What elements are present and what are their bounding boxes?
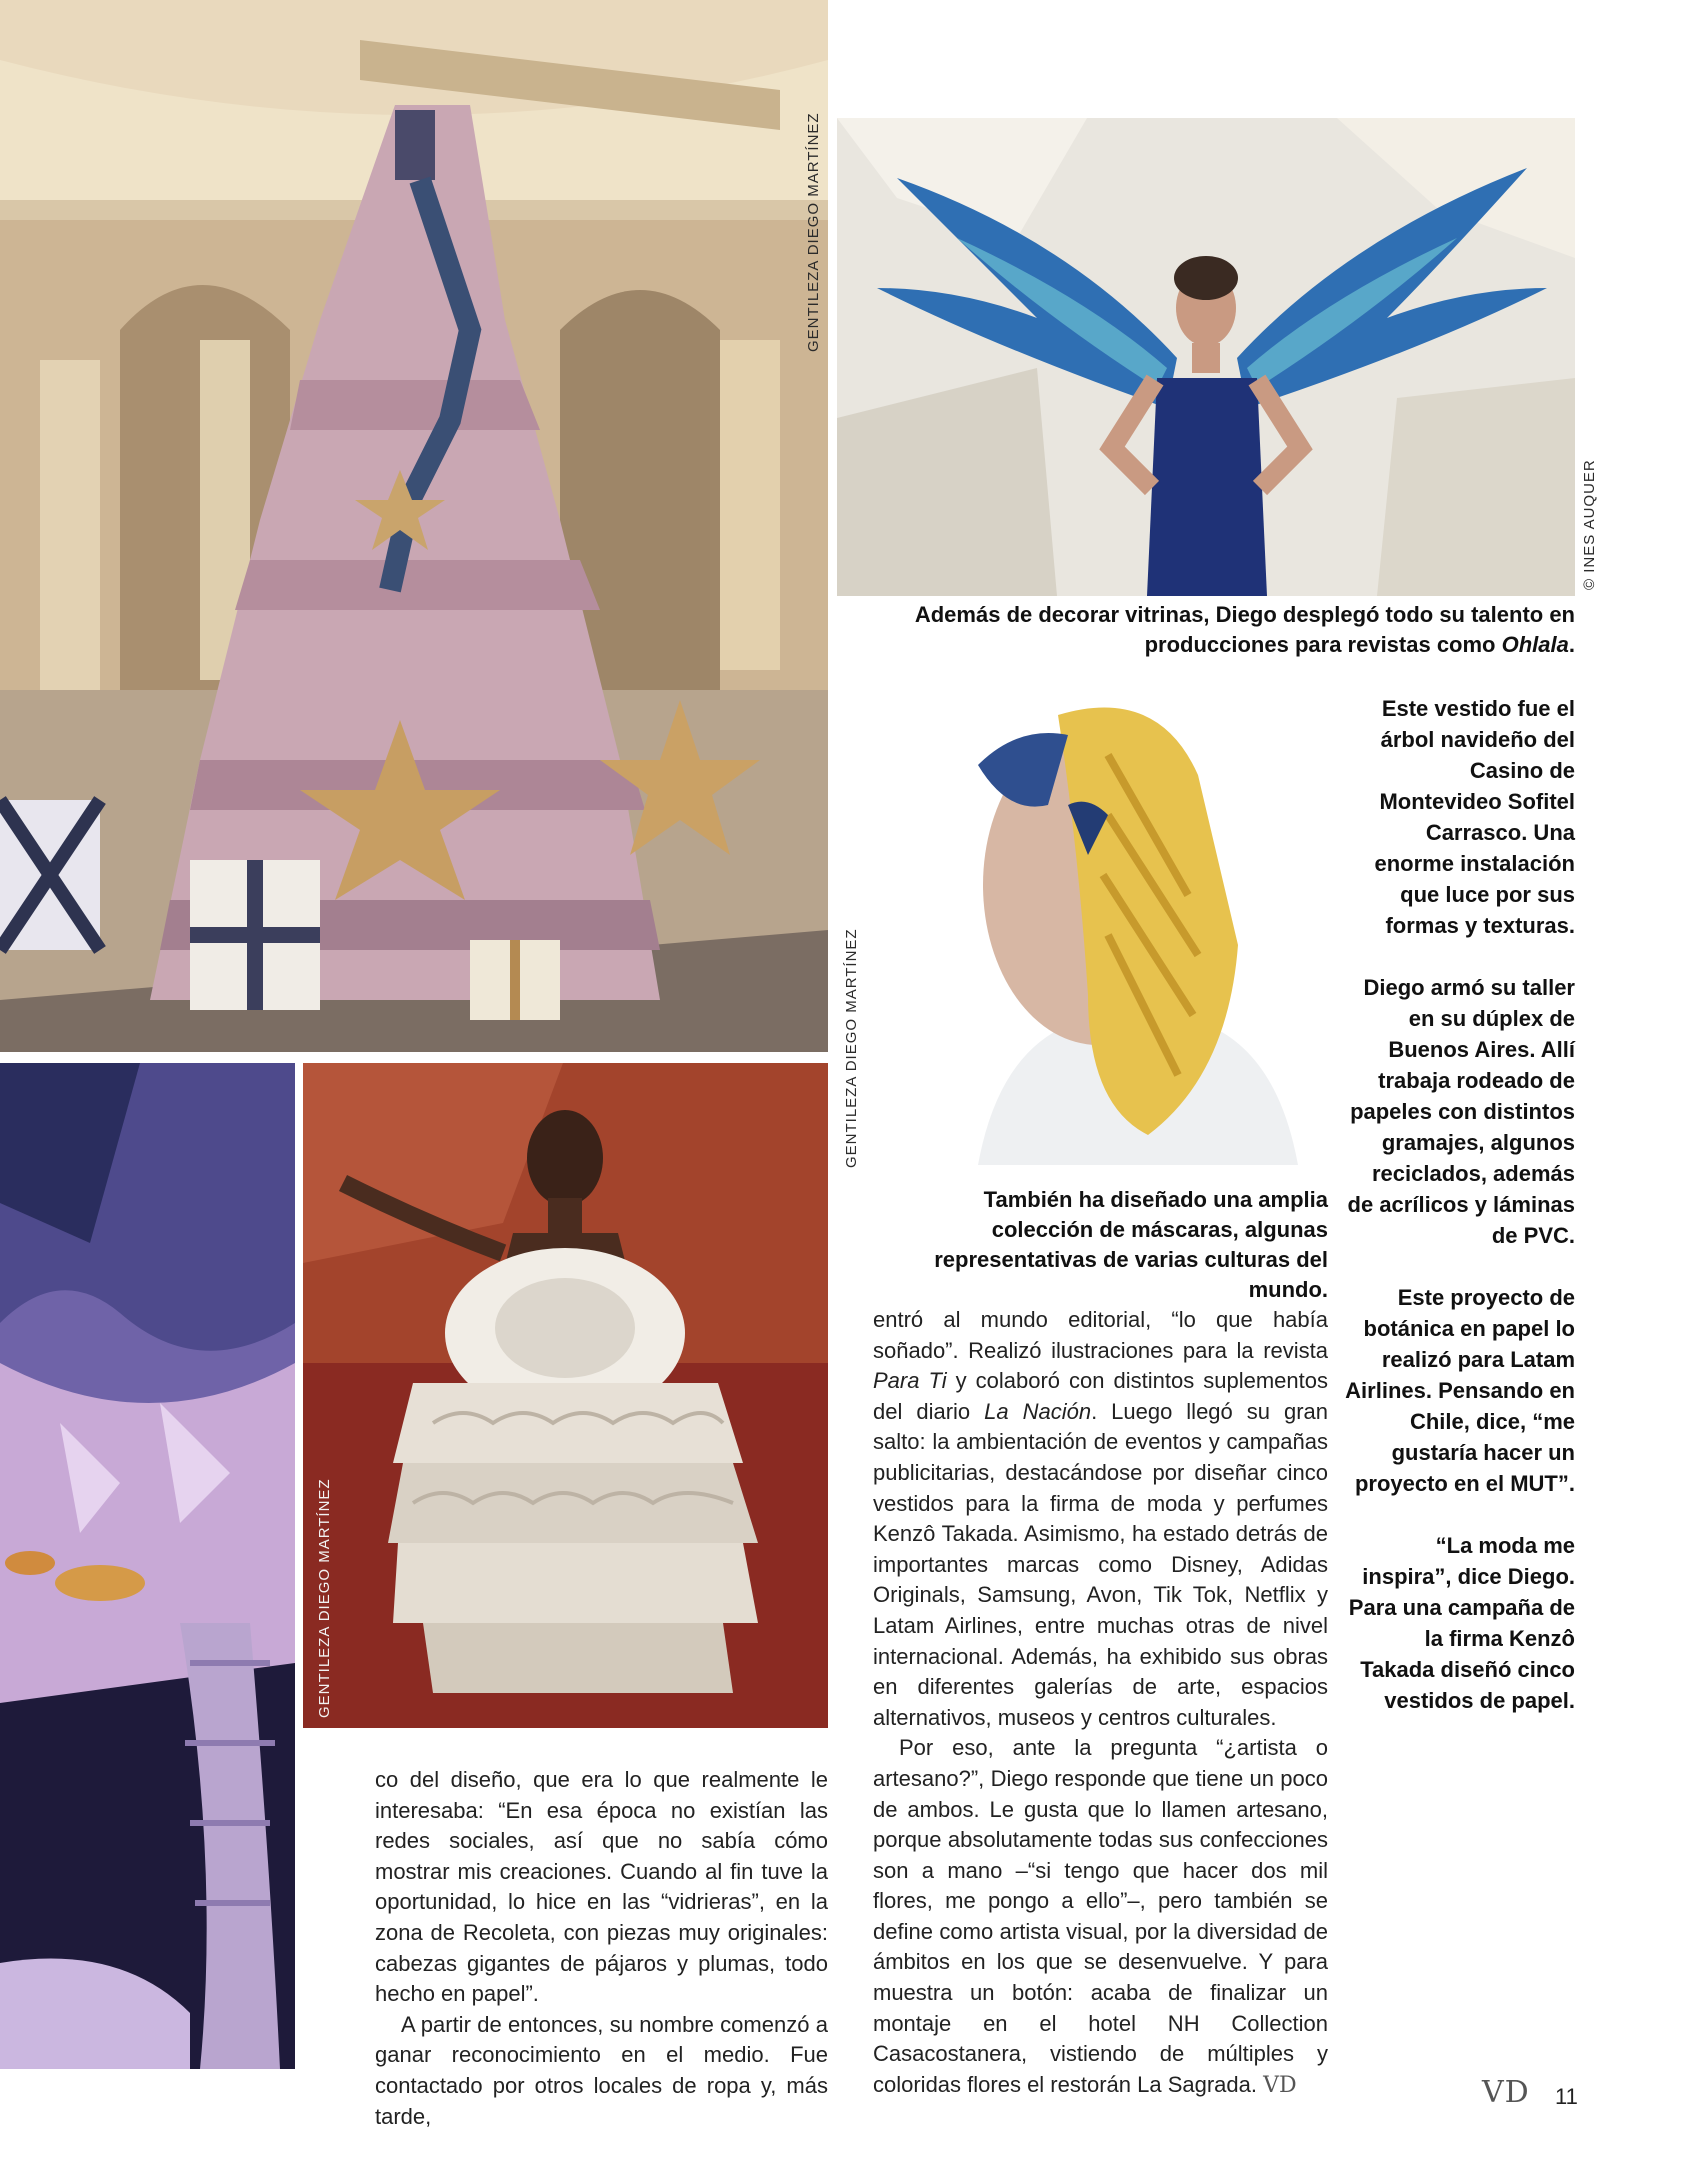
- botany-photo: [0, 1063, 295, 2069]
- body-text: Por eso, ante la pregunta “¿artista o artesano?”, Diego responde que tiene un poco de ambos. Le gusta que lo llamen artesano, porque absolutamente todas sus confecciones son a mano –“si tengo que hacer dos mil flores, me pongo a ello”–, pero también se define como artista visual, por la diversidad de ámbitos en los que se desenvuelve. Y para muestra un botón: acaba de finalizar un montaje en el hotel NH Collection Casacostanera, vistiendo de múltiples y coloridas flores el restorán La Sagrada.: [873, 1735, 1328, 2097]
- sidebar-captions: [1345, 693, 1575, 1747]
- newspaper-name: La Nación: [984, 1398, 1092, 1424]
- mask-caption: También ha diseñado una amplia colección de máscaras, algunas representativas de varias culturas del mundo.: [934, 1187, 1328, 1302]
- body-paragraph: A partir de entonces, su nombre comenzó a ganar reconocimiento en el medio. Fue contactado por otros locales de ropa y, más tarde,: [375, 2011, 828, 2129]
- magazine-name: Para Ti: [873, 1368, 947, 1394]
- body-paragraph: [873, 1305, 1328, 1733]
- body-column-right: [873, 1305, 1328, 2101]
- sidebar-caption: Diego armó su taller en su dúplex de Buenos Aires. Allí trabaja rodeado de papeles con distintos gramajes, algunos reciclados, además de acrílicos y láminas de PVC.: [1347, 975, 1575, 1248]
- sidebar-caption: Este proyecto de botánica en papel lo realizó para Latam Airlines. Pensando en Chile, dice, “me gustaría hacer un proyecto en el MUT”.: [1345, 1285, 1575, 1496]
- body-text: entró al mundo editorial, “lo que había soñado”. Realizó ilustraciones para la revista: [873, 1307, 1328, 1363]
- wings-caption-end: .: [1568, 632, 1575, 657]
- rose-dress-photo-credit: GENTILEZA DIEGO MARTÍNEZ: [316, 1478, 333, 1718]
- magazine-logo: VD: [1482, 2075, 1530, 2110]
- body-paragraph: [873, 1733, 1328, 2101]
- sidebar-caption: “La moda me inspira”, dice Diego. Para una campaña de la firma Kenzô Takada diseñó cinco vestidos de papel.: [1348, 1533, 1575, 1713]
- wings-photo-credit: © INES AUQUER: [1581, 459, 1598, 590]
- sidebar-caption: Este vestido fue el árbol navideño del Casino de Montevideo Sofitel Carrasco. Una enorme instalación que luce por sus formas y texturas.: [1374, 696, 1575, 938]
- wings-caption-magazine: Ohlala: [1501, 632, 1569, 657]
- body-text: y colaboró con distintos suplementos del diario: [873, 1368, 1328, 1424]
- body-paragraph: co del diseño, que era lo que realmente le interesaba: “En esa época no existían las redes sociales, así que no sabía cómo mostrar mis creaciones. Cuando al fin tuve la oportunidad, lo hice en las “vidrieras”, en la zona de Recoleta, con piezas muy originales: cabezas gigantes de pájaros y plumas, todo hecho en papel”.: [375, 1767, 828, 2007]
- rose-dress-photo: [303, 1063, 828, 1728]
- tree-photo-credit: GENTILEZA DIEGO MARTÍNEZ: [805, 112, 822, 352]
- wings-photo: [837, 118, 1575, 596]
- body-column-left: [375, 1765, 828, 2132]
- tree-dress-photo: [0, 0, 828, 1052]
- body-text: . Luego llegó su gran salto: la ambientación de eventos y campañas publicitarias, destacándose por diseñar cinco vestidos para la firma de moda y perfumes Kenzô Takada. Asimismo, ha estado detrás de importantes marcas como Disney, Adidas Originals, Samsung, Avon, Tik Tok, Netflix y Latam Airlines, entre muchas otras de nivel internacional. Además, ha exhibido sus obras en diferentes galerías de arte, espacios alternativos, museos y centros culturales.: [873, 1398, 1328, 1730]
- mask-photo-credit: GENTILEZA DIEGO MARTÍNEZ: [843, 928, 860, 1168]
- end-of-article-mark: VD: [1263, 2072, 1297, 2098]
- page-number: 11: [1555, 2084, 1578, 2109]
- mask-photo: [938, 695, 1318, 1165]
- wings-caption: [837, 600, 1575, 660]
- wings-caption-text: Además de decorar vitrinas, Diego desplegó todo su talento en producciones para revistas como: [914, 602, 1575, 657]
